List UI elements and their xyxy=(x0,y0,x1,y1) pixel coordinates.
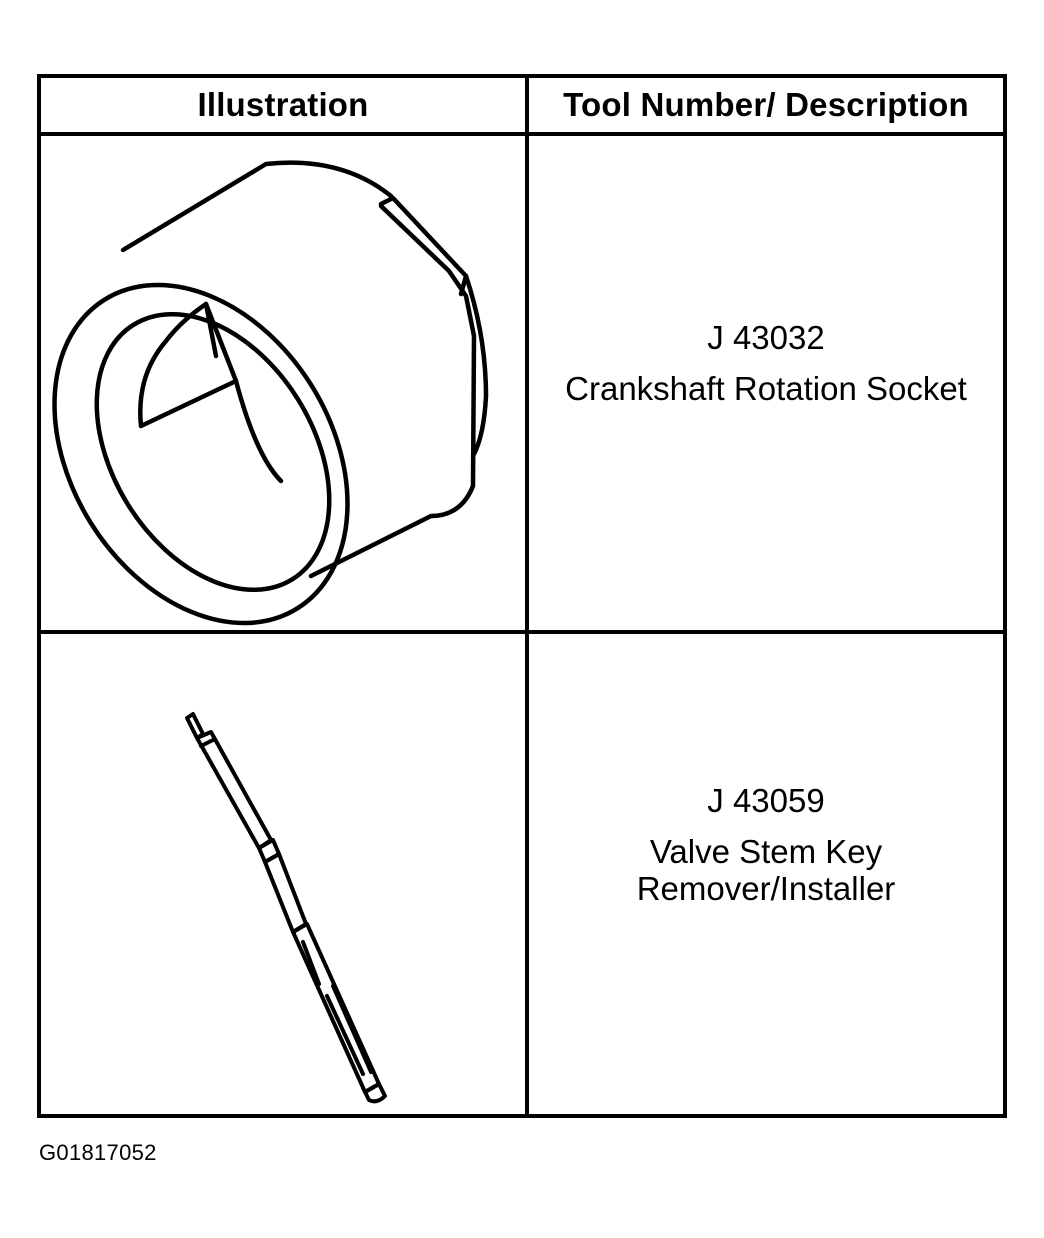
row2-description-cell xyxy=(529,634,1003,1114)
header-illustration: Illustration xyxy=(197,86,369,123)
tool-description: Crankshaft Rotation Socket xyxy=(565,370,967,407)
tool-number: J 43032 xyxy=(707,319,825,356)
valve-stem-tool-illustration xyxy=(41,634,525,1114)
tool-description-line-1: Valve Stem Key xyxy=(649,832,883,870)
crankshaft-socket-illustration xyxy=(41,136,525,630)
figure-id: G01817052 xyxy=(39,1140,157,1165)
tool-table xyxy=(37,74,1007,1118)
row1-description-cell xyxy=(529,136,1003,630)
crankshaft-socket-icon xyxy=(41,136,525,630)
header-tool-description: Tool Number/ Description xyxy=(563,86,969,123)
tool-description-line-2: Remover/Installer xyxy=(636,869,896,907)
valve-stem-key-tool-icon xyxy=(41,634,525,1114)
tool-number: J 43059 xyxy=(707,781,825,819)
